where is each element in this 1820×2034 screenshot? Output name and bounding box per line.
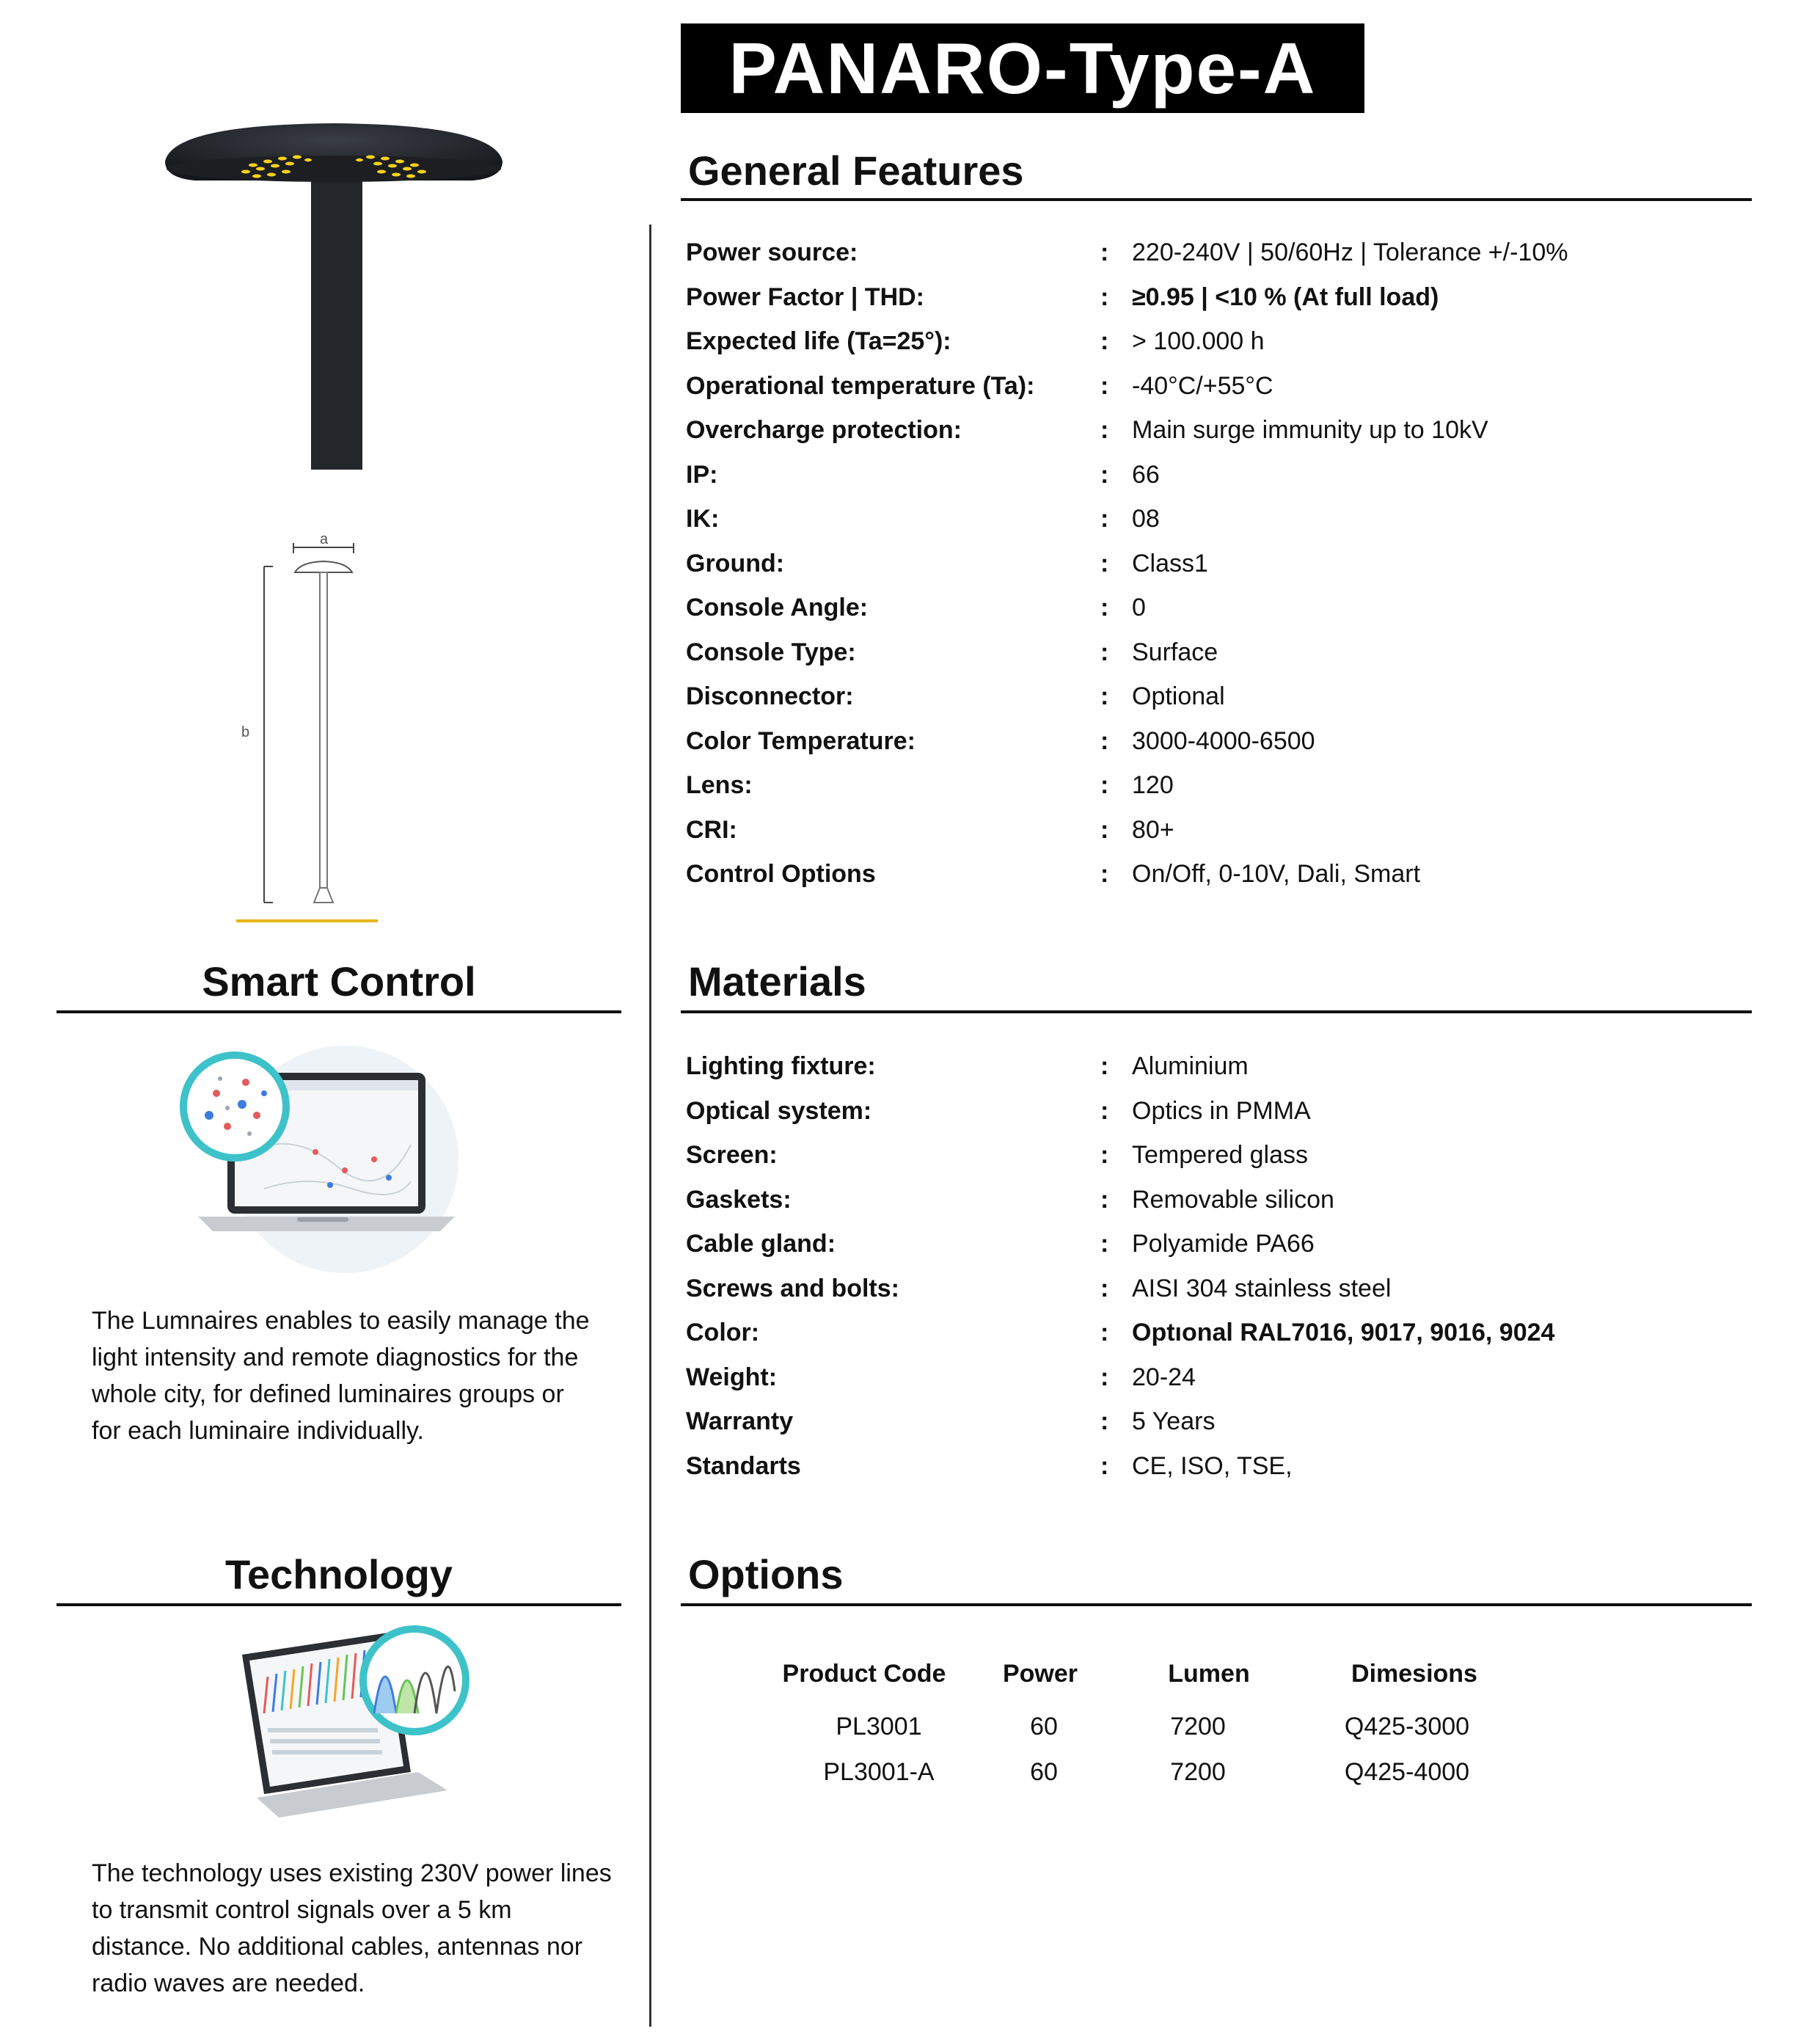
text-line: to transmit control signals over a 5 km (92, 1896, 512, 1924)
text-line: distance. No additional cables, antennas nor (92, 1933, 583, 1961)
options-header-product-code: Product Code (782, 1660, 946, 1688)
spec-row (686, 283, 1742, 327)
spec-colon: : (1100, 327, 1109, 355)
spec-label: Control Options (686, 860, 876, 888)
spec-value: 120 (1132, 771, 1174, 799)
general-features-heading: General Features (688, 147, 1024, 194)
materials-heading: Materials (688, 958, 866, 1005)
spec-value: Optıonal RAL7016, 9017, 9016, 9024 (1132, 1319, 1555, 1346)
options-table (681, 1660, 1752, 1807)
spec-value: 80+ (1132, 816, 1174, 844)
spec-value: 220-240V | 50/60Hz | Tolerance +/-10% (1132, 238, 1568, 266)
dimension-drawing (235, 528, 381, 925)
spec-label: Color: (686, 1319, 760, 1346)
options-cell-product-code: PL3001-A (823, 1758, 935, 1786)
spec-label: Console Type: (686, 638, 856, 666)
spec-value: Polyamide PA66 (1132, 1230, 1315, 1258)
spec-value: Aluminium (1132, 1052, 1249, 1080)
smart-control-illustration (176, 1042, 469, 1284)
spec-value: Main surge immunity up to 10kV (1132, 416, 1488, 444)
spec-row (686, 1363, 1742, 1407)
spec-row (686, 816, 1742, 860)
spec-label: Cable gland: (686, 1230, 836, 1258)
spec-row (686, 1052, 1742, 1096)
spec-colon: : (1100, 238, 1109, 266)
spec-label: Gaskets: (686, 1186, 792, 1214)
spec-row (686, 1141, 1742, 1185)
spec-colon: : (1100, 1097, 1109, 1125)
spec-row (686, 327, 1742, 371)
text-line: whole city, for defined luminaires groups or (92, 1380, 564, 1408)
text-line: The Lumnaires enables to easily manage the (92, 1307, 590, 1335)
spec-label: Weight: (686, 1363, 778, 1391)
spec-row (686, 1452, 1742, 1496)
spec-row (686, 505, 1742, 549)
spec-colon: : (1100, 1141, 1109, 1169)
spec-colon: : (1100, 1275, 1109, 1302)
options-cell-lumen: 7200 (1170, 1758, 1226, 1786)
spec-value: 0 (1132, 594, 1146, 622)
spec-colon: : (1100, 550, 1109, 577)
text-line: The technology uses existing 230V power lines (92, 1859, 612, 1887)
spec-value: 66 (1132, 461, 1160, 489)
spec-label: Ground: (686, 550, 785, 577)
options-cell-dimensions: Q425-4000 (1344, 1758, 1470, 1786)
spec-colon: : (1100, 1230, 1109, 1258)
spec-value: Removable silicon (1132, 1186, 1334, 1214)
text-line: for each luminaire individually. (92, 1417, 424, 1445)
spec-row (686, 372, 1742, 416)
spec-value: 08 (1132, 505, 1160, 533)
dimension-label-b: b (241, 724, 250, 740)
options-cell-product-code: PL3001 (836, 1713, 922, 1740)
technology-illustration (227, 1625, 484, 1845)
text-line: radio waves are needed. (92, 1969, 365, 1997)
spec-label: Color Temperature: (686, 727, 916, 755)
spec-value: 5 Years (1132, 1407, 1216, 1435)
spec-colon: : (1100, 638, 1109, 666)
spec-row (686, 1275, 1742, 1319)
spec-colon: : (1100, 682, 1109, 710)
dimension-label-a: a (320, 531, 329, 547)
spec-label: Power source: (686, 238, 858, 266)
spec-value: On/Off, 0-10V, Dali, Smart (1132, 860, 1421, 888)
materials-rule (681, 1010, 1752, 1013)
spec-label: Screws and bolts: (686, 1275, 899, 1302)
spec-row (686, 461, 1742, 505)
spec-colon: : (1100, 816, 1109, 844)
options-cell-power: 60 (1030, 1713, 1058, 1740)
spec-value: Tempered glass (1132, 1141, 1309, 1169)
spec-colon: : (1100, 461, 1109, 489)
spec-value: Surface (1132, 638, 1218, 666)
spec-label: Warranty (686, 1407, 794, 1435)
spec-row (686, 1319, 1742, 1363)
spec-value: CE, ISO, TSE, (1132, 1452, 1293, 1480)
spec-label: Console Angle: (686, 594, 869, 622)
spec-colon: : (1100, 1052, 1109, 1080)
spec-row (686, 1097, 1742, 1141)
options-header-dimensions: Dimesions (1351, 1660, 1477, 1688)
spec-colon: : (1100, 594, 1109, 622)
options-header-lumen: Lumen (1168, 1660, 1250, 1688)
spec-label: Standarts (686, 1452, 801, 1480)
spec-value: 20-24 (1132, 1363, 1196, 1391)
spec-colon: : (1100, 1407, 1109, 1435)
spec-colon: : (1100, 1363, 1109, 1391)
product-title: PANARO-Type-A (681, 23, 1364, 113)
spec-colon: : (1100, 1319, 1109, 1346)
spec-value: Class1 (1132, 550, 1208, 577)
spec-value: AISI 304 stainless steel (1132, 1275, 1392, 1302)
spec-colon: : (1100, 727, 1109, 755)
spec-row (686, 416, 1742, 460)
text-line: light intensity and remote diagnostics for the (92, 1344, 579, 1371)
spec-row (686, 1230, 1742, 1274)
spec-label: Lens: (686, 771, 753, 799)
spec-label: Lighting fixture: (686, 1052, 876, 1080)
technology-heading: Technology (224, 1551, 453, 1597)
spec-colon: : (1100, 505, 1109, 533)
spec-row (686, 594, 1742, 638)
smart-control-rule (56, 1010, 621, 1013)
spec-value: > 100.000 h (1132, 327, 1265, 355)
spec-colon: : (1100, 771, 1109, 799)
spec-value: Optics in PMMA (1132, 1097, 1311, 1125)
spec-value: ≥0.95 | <10 % (At full load) (1132, 283, 1439, 311)
spec-value: Optional (1132, 682, 1225, 710)
spec-colon: : (1100, 860, 1109, 888)
spec-colon: : (1100, 416, 1109, 444)
spec-label: Operational temperature (Ta): (686, 372, 1035, 400)
luminaire-image (158, 110, 510, 470)
options-cell-dimensions: Q425-3000 (1344, 1713, 1470, 1740)
technology-paragraph (92, 1855, 635, 2002)
spec-row (686, 860, 1742, 904)
spec-label: Optical system: (686, 1097, 872, 1125)
options-cell-lumen: 7200 (1170, 1713, 1226, 1740)
spec-row (686, 682, 1742, 726)
spec-label: Screen: (686, 1141, 778, 1169)
spec-label: Expected life (Ta=25°): (686, 327, 951, 355)
spec-label: IP: (686, 461, 718, 489)
general-features-rule (681, 198, 1752, 201)
column-divider (649, 225, 651, 2027)
spec-label: Disconnector: (686, 682, 854, 710)
spec-row (686, 638, 1742, 682)
spec-value: 3000-4000-6500 (1132, 727, 1315, 755)
options-cell-power: 60 (1030, 1758, 1058, 1786)
smart-control-heading: Smart Control (202, 958, 476, 1005)
spec-colon: : (1100, 283, 1109, 311)
spec-value: -40°C/+55°C (1132, 372, 1273, 400)
spec-colon: : (1100, 1186, 1109, 1214)
spec-label: CRI: (686, 816, 737, 844)
options-header-power: Power (1002, 1660, 1078, 1688)
spec-colon: : (1100, 372, 1109, 400)
options-heading: Options (688, 1551, 844, 1597)
spec-row (686, 771, 1742, 815)
spec-colon: : (1100, 1452, 1109, 1480)
spec-label: Overcharge protection: (686, 416, 962, 444)
spec-row (686, 1186, 1742, 1230)
spec-row (686, 727, 1742, 771)
spec-label: IK: (686, 505, 720, 533)
spec-row (686, 238, 1742, 282)
smart-control-paragraph (92, 1302, 635, 1449)
spec-row (686, 1407, 1742, 1451)
spec-row (686, 550, 1742, 594)
options-rule (681, 1603, 1752, 1606)
technology-rule (56, 1603, 621, 1606)
spec-label: Power Factor | THD: (686, 283, 924, 311)
